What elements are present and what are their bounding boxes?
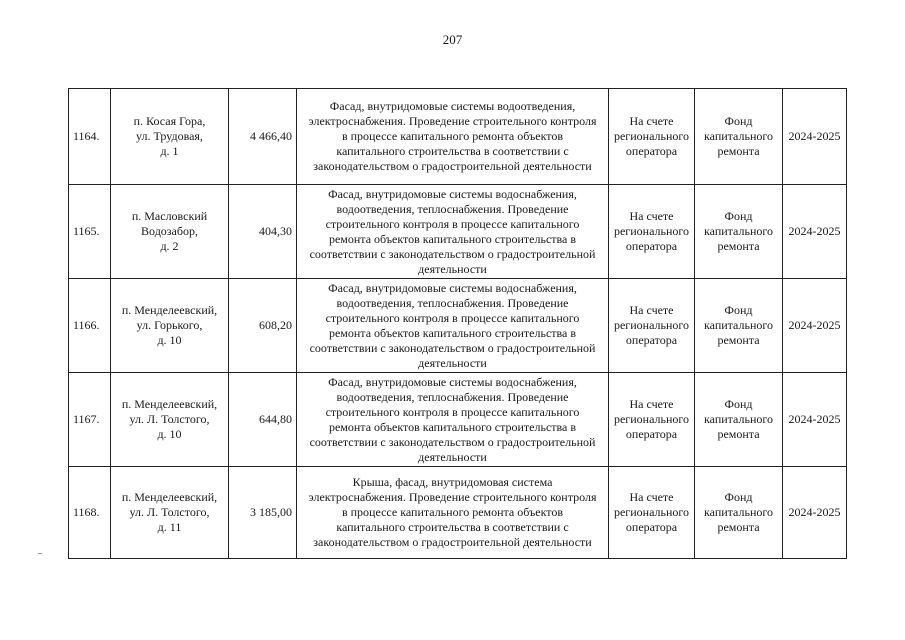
works-description-cell: Фасад, внутридомовые системы водоснабжения, водоотведения, теплоснабжения. Проведение строительного контроля в процессе капитального ремонта объектов капитального строительства в соответствии с законодательством о градостроительной деятельности bbox=[297, 279, 609, 373]
period-cell: 2024-2025 bbox=[783, 185, 847, 279]
row-number: 1166. bbox=[69, 279, 111, 373]
row-number: 1164. bbox=[69, 89, 111, 185]
area-cell: 3 185,00 bbox=[229, 467, 297, 559]
period-cell: 2024-2025 bbox=[783, 89, 847, 185]
account-cell: На счете регионального оператора bbox=[609, 467, 695, 559]
funding-source-cell: Фонд капитального ремонта bbox=[695, 373, 783, 467]
address-cell: п. Менделеевский, ул. Л. Толстого, д. 10 bbox=[111, 373, 229, 467]
area-cell: 644,80 bbox=[229, 373, 297, 467]
area-cell: 608,20 bbox=[229, 279, 297, 373]
period-cell: 2024-2025 bbox=[783, 279, 847, 373]
account-cell: На счете регионального оператора bbox=[609, 89, 695, 185]
address-cell: п. Менделеевский, ул. Л. Толстого, д. 11 bbox=[111, 467, 229, 559]
account-cell: На счете регионального оператора bbox=[609, 279, 695, 373]
page-number: 207 bbox=[442, 32, 463, 47]
address-cell: п. Менделеевский, ул. Горького, д. 10 bbox=[111, 279, 229, 373]
address-cell: п. Масловский Водозабор, д. 2 bbox=[111, 185, 229, 279]
period-cell: 2024-2025 bbox=[783, 373, 847, 467]
row-number: 1168. bbox=[69, 467, 111, 559]
margin-mark bbox=[38, 553, 42, 554]
works-description-cell: Фасад, внутридомовые системы водоотведения, электроснабжения. Проведение строительного контроля в процессе капитального ремонта объектов капитального строительства в соответствии с законодательством о градостроительной деятельности bbox=[297, 89, 609, 185]
address-cell: п. Косая Гора, ул. Трудовая, д. 1 bbox=[111, 89, 229, 185]
account-cell: На счете регионального оператора bbox=[609, 373, 695, 467]
works-description-cell: Крыша, фасад, внутридомовая система электроснабжения. Проведение строительного контроля в процессе капитального ремонта объектов капитального строительства в соответствии с законодательством о градостроительной деятельности bbox=[297, 467, 609, 559]
works-description-cell: Фасад, внутридомовые системы водоснабжения, водоотведения, теплоснабжения. Проведение строительного контроля в процессе капитального ремонта объектов капитального строительства в соответствии с законодательством о градостроительной деятельности bbox=[297, 373, 609, 467]
row-number: 1167. bbox=[69, 373, 111, 467]
row-number: 1165. bbox=[69, 185, 111, 279]
table-row bbox=[69, 89, 847, 185]
period-cell: 2024-2025 bbox=[783, 467, 847, 559]
table-row bbox=[69, 373, 847, 467]
table-row bbox=[69, 185, 847, 279]
account-cell: На счете регионального оператора bbox=[609, 185, 695, 279]
works-description-cell: Фасад, внутридомовые системы водоснабжения, водоотведения, теплоснабжения. Проведение строительного контроля в процессе капитального ремонта объектов капитального строительства в соответствии с законодательством о градостроительной деятельности bbox=[297, 185, 609, 279]
area-cell: 404,30 bbox=[229, 185, 297, 279]
funding-source-cell: Фонд капитального ремонта bbox=[695, 279, 783, 373]
table-row bbox=[69, 279, 847, 373]
funding-source-cell: Фонд капитального ремонта bbox=[695, 467, 783, 559]
area-cell: 4 466,40 bbox=[229, 89, 297, 185]
funding-source-cell: Фонд капитального ремонта bbox=[695, 89, 783, 185]
table-row bbox=[69, 467, 847, 559]
repair-registry-table bbox=[68, 88, 847, 559]
funding-source-cell: Фонд капитального ремонта bbox=[695, 185, 783, 279]
